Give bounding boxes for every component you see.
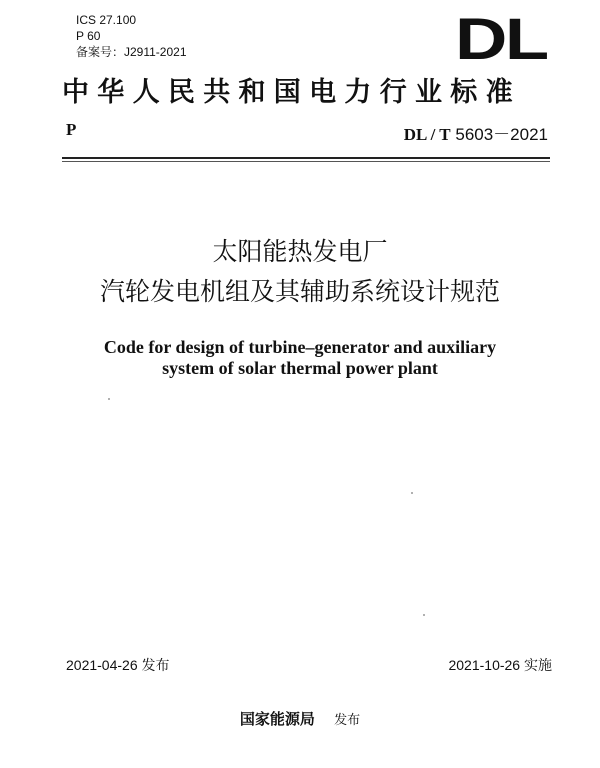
- standard-prefix: DL / T: [403, 125, 451, 144]
- title-en-line-2: system of solar thermal power plant: [162, 358, 438, 378]
- implementation-date: 2021-10-26 实施: [448, 657, 552, 673]
- issue-date: 2021-04-26 发布: [66, 657, 170, 673]
- classification-code: P 60: [76, 29, 101, 43]
- title-zh-line-1: 太阳能热发电厂: [212, 237, 388, 266]
- header-rule-thick: [62, 157, 550, 159]
- header-meta: [76, 12, 187, 60]
- print-speck: [411, 492, 413, 494]
- print-speck: [423, 614, 425, 616]
- title-en-line-1: Code for design of turbine–generator and auxiliary: [103, 337, 497, 357]
- title-english: [0, 337, 600, 379]
- filing-number: 备案号：J2911-2021: [76, 45, 187, 59]
- standard-code: 5603－2021: [455, 125, 548, 144]
- publisher-name: 国家能源局: [239, 710, 315, 728]
- ics-code: ICS 27.100: [76, 13, 137, 27]
- title-zh-line-2: 汽轮发电机组及其辅助系统设计规范: [99, 277, 500, 306]
- publisher-action: 发布: [334, 713, 361, 728]
- dl-logo: DL: [455, 7, 547, 72]
- standard-number: [404, 120, 548, 145]
- publisher: [0, 708, 600, 729]
- title-chinese: [0, 232, 600, 312]
- header-rule-thin: [62, 161, 550, 162]
- industry-standard-heading: 中华人民共和国电力行业标准: [62, 77, 521, 108]
- print-speck: [108, 398, 110, 400]
- category-letter: P: [66, 120, 77, 139]
